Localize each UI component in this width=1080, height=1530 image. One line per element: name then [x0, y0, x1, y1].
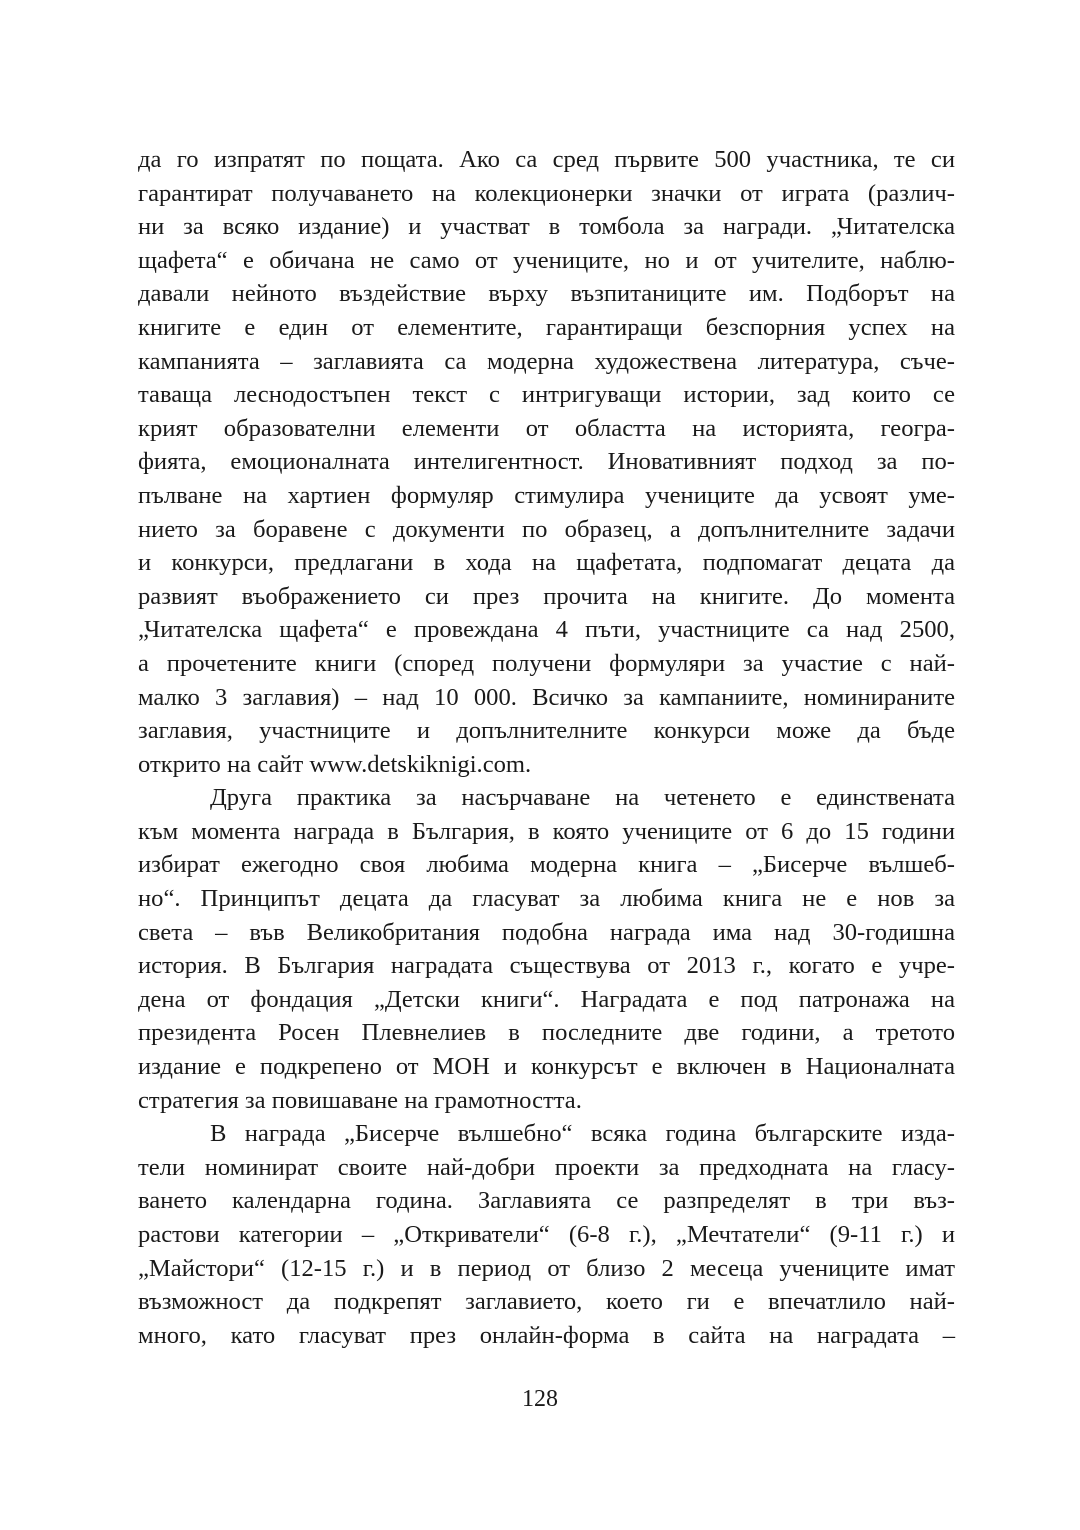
text-line: да го изпратят по пощата. Ако са сред първите 500 участника, те си [138, 146, 955, 173]
text-line: книгите е един от елементите, гарантиращи безспорния успех на [138, 313, 955, 341]
page-number: 128 [522, 1386, 558, 1412]
text-line: „Читателска щафета“ е провеждана 4 пъти, участниците са над 2500, [138, 616, 955, 644]
text-line: крият образователни елементи от областта на историята, геогра- [138, 414, 955, 442]
text-line: щафета“ е обичана не само от учениците, но и от учителите, наблю- [138, 246, 955, 274]
text-line: гарантират получаването на колекционерки значки от играта (различ- [138, 179, 955, 207]
text-line: нието за боравене с документи по образец, а допълнителните задачи [138, 515, 955, 543]
text-line: давали нейното въздействие върху възпитаниците им. Подборът на [138, 280, 955, 308]
paragraph [138, 781, 955, 1117]
paragraph [138, 143, 955, 781]
text-line: ването календарна година. Заглавията се разпределят в три въз- [138, 1187, 955, 1215]
text-line: президента Росен Плевнелиев в последните две години, а третото [138, 1019, 955, 1047]
text-line: открито на сайт www.detskiknigi.com. [138, 750, 532, 778]
text-line: малко 3 заглавия) – над 10 000. Всичко за кампаниите, номинираните [138, 683, 955, 711]
text-line: а прочетените книги (според получени формуляри за участие с най- [138, 649, 955, 677]
text-line: дена от фондация „Детски книги“. Наградата е под патронажа на [138, 985, 955, 1013]
body-text [138, 143, 955, 1352]
text-line: към момента награда в България, в която учениците от 6 до 15 години [138, 817, 955, 845]
text-line: растови категории – „Откриватели“ (6-8 г.), „Мечтатели“ (9-11 г.) и [138, 1221, 955, 1248]
text-line: света – във Великобритания подобна награда има над 30-годишна [138, 918, 955, 946]
text-line: развият въображението си през прочита на книгите. До момента [138, 582, 955, 610]
text-line: фията, емоционалната интелигентност. Иновативният подход за по- [138, 448, 955, 476]
text-line: но“. Принципът децата да гласуват за любима книга не е нов за [138, 885, 955, 913]
text-line: кампанията – заглавията са модерна художествена литература, съче- [138, 347, 955, 375]
text-line: избират ежегодно своя любима модерна книга – „Бисерче вълшеб- [138, 851, 955, 879]
text-line: таваща леснодостъпен текст с интригуващи истории, зад които се [138, 381, 955, 409]
text-line: много, като гласуват през онлайн-форма в сайта на наградата – [138, 1321, 955, 1349]
text-line: Друга практика за насърчаване на четенето е единствената [210, 784, 955, 812]
text-line: „Майстори“ (12-15 г.) и в период от близо 2 месеца учениците имат [138, 1254, 955, 1282]
text-line: ни за всяко издание) и участват в томбола за награди. „Читателска [138, 213, 955, 241]
text-line: В награда „Бисерче вълшебно“ всяка година българските изда- [210, 1120, 955, 1148]
text-line: възможност да подкрепят заглавието, което ги е впечатлило най- [138, 1288, 955, 1316]
text-line: стратегия за повишаване на грамотността. [138, 1086, 582, 1114]
text-line: тели номинират своите най-добри проекти за предходната на гласу- [138, 1153, 955, 1181]
paragraph [138, 1117, 955, 1352]
text-line: пълване на хартиен формуляр стимулира учениците да усвоят уме- [138, 481, 955, 509]
text-line: заглавия, участниците и допълнителните конкурси може да бъде [138, 717, 955, 745]
text-line: издание е подкрепено от МОН и конкурсът е включен в Националната [138, 1053, 955, 1081]
text-line: и конкурси, предлагани в хода на щафетата, подпомагат децата да [138, 549, 955, 577]
text-line: история. В България наградата съществува от 2013 г., когато е учре- [138, 952, 955, 980]
